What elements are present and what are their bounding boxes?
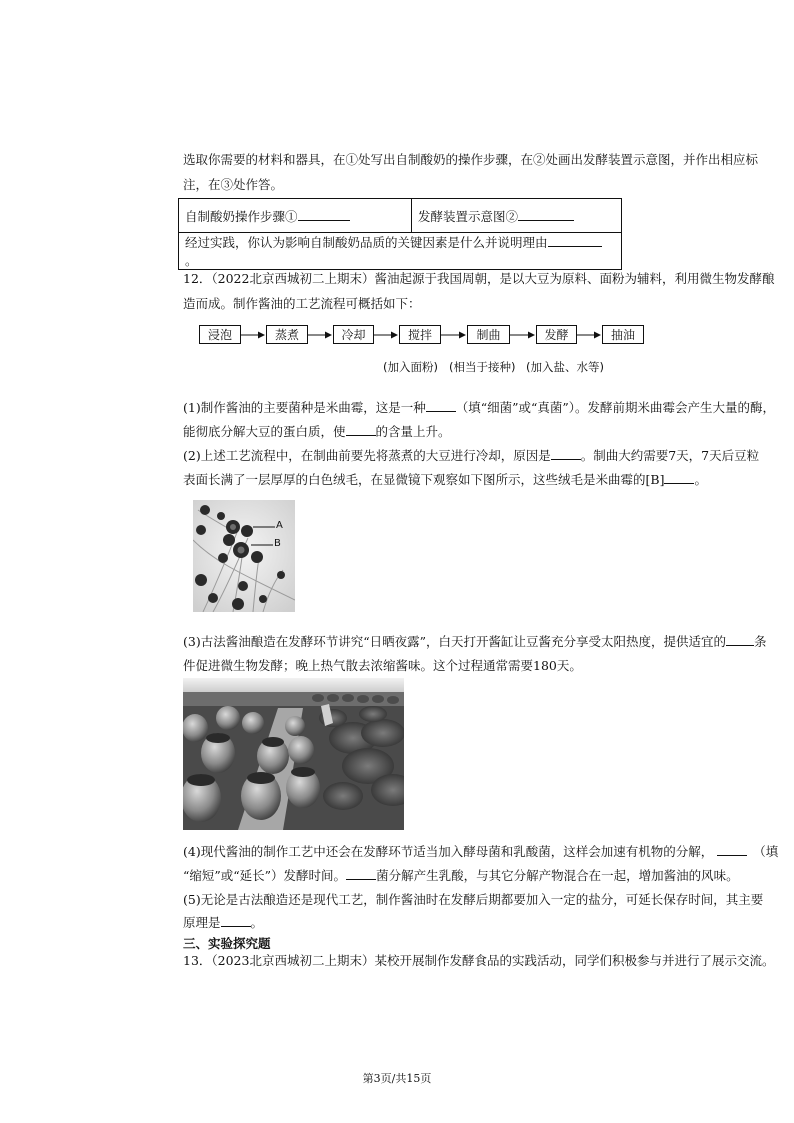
table-cell-diagram: 发酵装置示意图② <box>412 199 622 233</box>
q12-part1-line2: 能彻底分解大豆的蛋白质，使 的含量上升。 <box>183 424 451 439</box>
blank-reason[interactable] <box>551 447 581 460</box>
q12-part5-line2: 原理是 。 <box>183 915 264 930</box>
flow-step-soak: 浸泡 <box>199 325 241 344</box>
table-cell-steps: 自制酸奶操作步骤① <box>179 199 412 233</box>
flow-step-stir: 搅拌 <box>399 325 441 344</box>
q12-part3-line1: (3)古法酱油酿造在发酵环节讲究“日晒夜露”，白天打开酱缸让豆酱充分享受太阳热度，提供适宜的 条 <box>183 634 767 649</box>
flow-note-flour: (加入面粉) <box>383 360 438 374</box>
intro-line-1: 选取你需要的材料和器具，在①处写出自制酸奶的操作步骤，在②处画出发酵装置示意图，并作出相应标 <box>183 152 759 167</box>
flow-arrows <box>0 325 794 355</box>
blank-principle[interactable] <box>221 914 251 927</box>
answer-table <box>178 198 622 270</box>
section-title-experiments: 三、实验探究题 <box>183 936 271 951</box>
q12-part1-line1: (1)制作酱油的主要菌种是米曲霉，这是一种 （填“细菌”或“真菌”）。发酵前期米曲霉会产生大量的酶， <box>183 400 776 415</box>
vats-illustration <box>183 678 404 830</box>
blank-bacteria[interactable] <box>346 867 376 880</box>
q12-part3-line2: 件促进微生物发酵；晚上热气散去浓缩酱味。这个过程通常需要180天。 <box>183 658 582 673</box>
flow-step-steam: 蒸煮 <box>266 325 308 344</box>
blank-content[interactable] <box>346 423 376 436</box>
table-cell-reason: 经过实践，你认为影响自制酸奶品质的关键因素是什么并说明理由 。 <box>179 233 622 270</box>
flow-step-extract: 抽油 <box>602 325 644 344</box>
q12-part4-line1: (4)现代酱油的制作工艺中还会在发酵环节适当加入酵母菌和乳酸菌，这样会加速有机物的分解， （填 <box>183 844 779 859</box>
q12-part5-line1: (5)无论是古法酿造还是现代工艺，制作酱油时在发酵后期都要加入一定的盐分，可延长保存时间，其主要 <box>183 892 764 907</box>
blank-fungus-type[interactable] <box>426 399 456 412</box>
intro-line-2: 注，在③处作答。 <box>183 177 284 192</box>
q12-line-1: 12．（2022北京西城初二上期末）酱油起源于我国周朝，是以大豆为原料、面粉为辅料，利用微生物发酵酿 <box>183 271 775 286</box>
flow-note-inoculate: (相当于接种) <box>449 360 516 374</box>
label-a: A <box>276 520 283 531</box>
page-footer: 第3页/共15页 <box>362 1072 432 1085</box>
flow-step-koji: 制曲 <box>467 325 510 344</box>
fermentation-vats-photo <box>183 678 404 830</box>
q12-part4-line2: “缩短”或“延长”）发酵时间。 菌分解产生乳酸，与其它分解产物混合在一起，增加酱油的风味。 <box>183 868 739 883</box>
label-b: B <box>274 538 281 549</box>
q12-part2-line2: 表面长满了一层厚厚的白色绒毛，在显微镜下观察如下图所示，这些绒毛是米曲霉的[B] 。 <box>183 472 707 487</box>
blank-1[interactable] <box>298 208 350 221</box>
microscope-image <box>193 500 295 612</box>
blank-3[interactable] <box>548 234 602 247</box>
q12-line-2: 造而成。制作酱油的工艺流程可概括如下： <box>183 296 421 311</box>
q12-part2-line1: (2)上述工艺流程中，在制曲前要先将蒸煮的大豆进行冷却，原因是 。制曲大约需要7天，7天后豆粒 <box>183 448 760 463</box>
blank-structure-b[interactable] <box>664 471 694 484</box>
blank-time[interactable] <box>717 843 747 856</box>
mold-spores-illustration <box>193 500 295 612</box>
flow-step-ferment: 发酵 <box>536 325 577 344</box>
process-flow-diagram <box>0 325 794 385</box>
flow-step-cool: 冷却 <box>333 325 374 344</box>
blank-conditions[interactable] <box>726 633 754 646</box>
blank-2[interactable] <box>518 208 574 221</box>
flow-note-salt: (加入盐、水等) <box>526 360 604 374</box>
q13-line-1: 13．（2023北京西城初二上期末）某校开展制作发酵食品的实践活动，同学们积极参与并进行了展示交流。 <box>183 953 775 968</box>
